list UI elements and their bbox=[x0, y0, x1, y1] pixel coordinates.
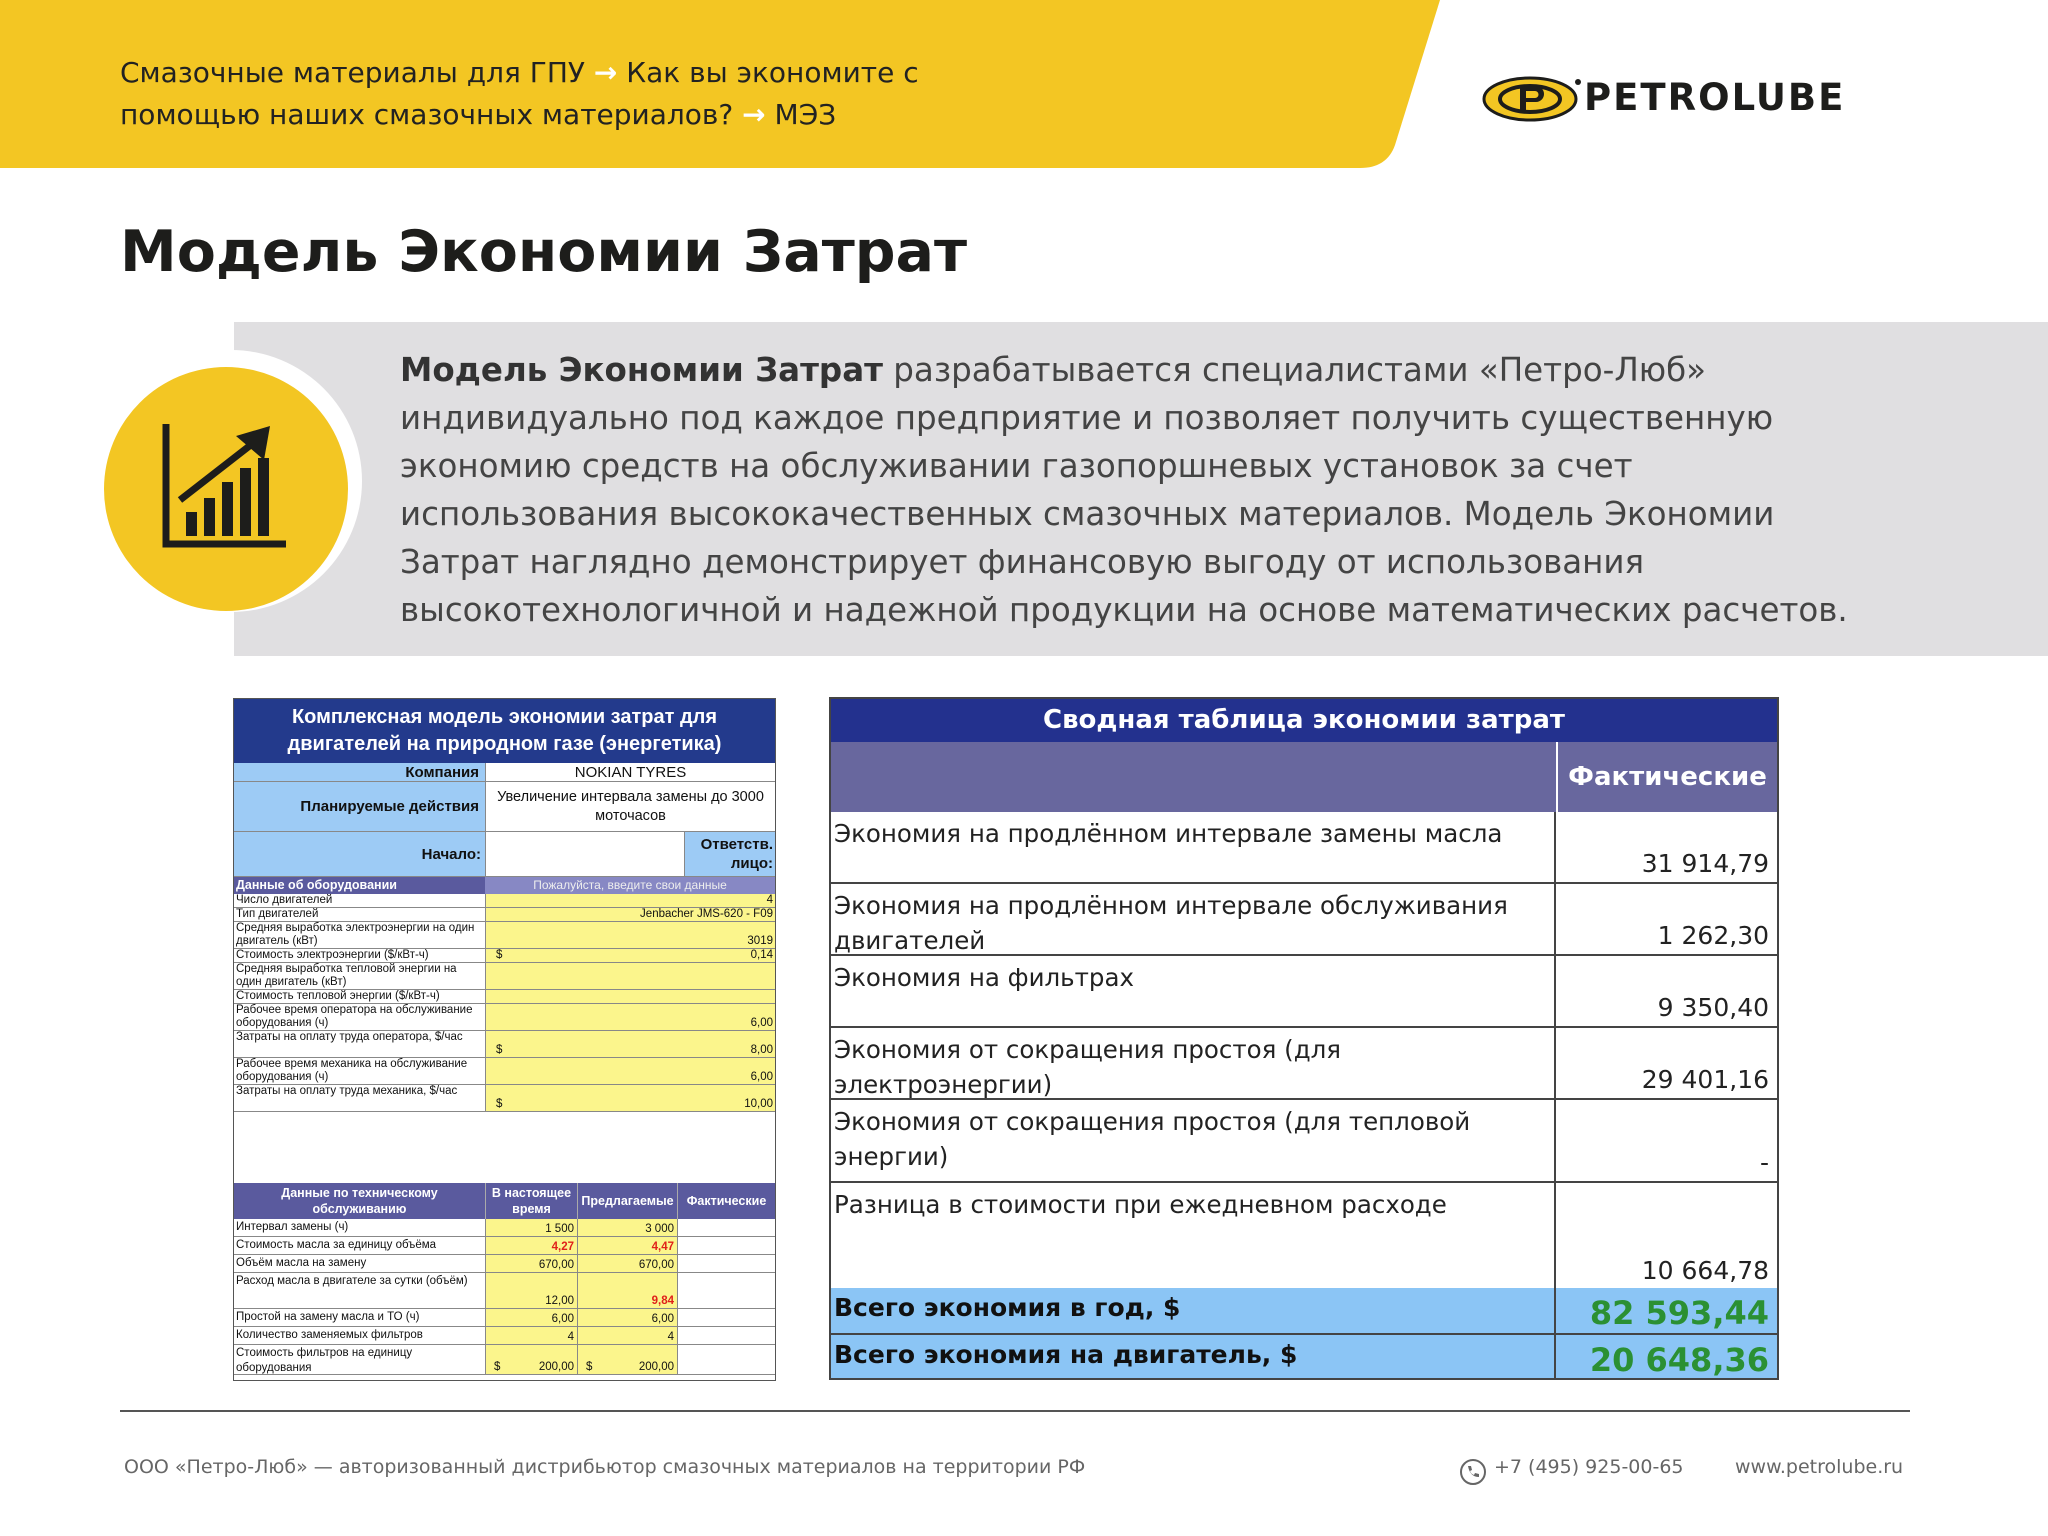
maintenance-row-label: Стоимость фильтров на единицу оборудования bbox=[234, 1345, 485, 1375]
equipment-row-value: 8,00 bbox=[750, 1044, 773, 1056]
maintenance-current-input[interactable] bbox=[485, 1327, 577, 1345]
breadcrumb-item-savings[interactable]: Как вы экономите с помощью наших смазочных материалов? bbox=[120, 56, 919, 131]
total-year-row bbox=[831, 1288, 1777, 1335]
equipment-row-input[interactable] bbox=[485, 908, 775, 922]
page-title: Модель Экономии Затрат bbox=[120, 219, 968, 285]
maintenance-actual-input[interactable] bbox=[677, 1345, 775, 1375]
summary-row bbox=[831, 1100, 1777, 1183]
summary-row bbox=[831, 956, 1777, 1028]
equipment-header: Данные об оборудовании bbox=[234, 877, 485, 894]
cost-savings-input-sheet bbox=[233, 698, 776, 1381]
equipment-row-label: Стоимость электроэнергии ($/кВт-ч) bbox=[234, 949, 485, 963]
maintenance-value: 670,00 bbox=[538, 1259, 574, 1271]
savings-summary-table bbox=[829, 697, 1779, 1380]
summary-row-value: - bbox=[1759, 1148, 1769, 1177]
equipment-row-input[interactable] bbox=[485, 990, 775, 1004]
currency-symbol: $ bbox=[496, 949, 503, 961]
start-label: Начало: bbox=[234, 832, 485, 877]
maintenance-value: 200,00 bbox=[638, 1361, 674, 1373]
maintenance-value: 4,27 bbox=[551, 1241, 574, 1253]
maintenance-row-label: Объём масла на замену bbox=[234, 1255, 485, 1273]
sheet-title: Комплексная модель экономии затрат для двигателей на природном газе (энергетика) bbox=[234, 699, 775, 763]
maintenance-actual-input[interactable] bbox=[677, 1255, 775, 1273]
maintenance-current-input[interactable] bbox=[485, 1219, 577, 1237]
col-proposed: Предлагаемые bbox=[577, 1183, 677, 1219]
maintenance-proposed-input[interactable] bbox=[577, 1327, 677, 1345]
equipment-row-value: 4 bbox=[766, 894, 773, 906]
maintenance-value: 9,84 bbox=[651, 1295, 674, 1307]
maintenance-actual-input[interactable] bbox=[677, 1219, 775, 1237]
phone-icon bbox=[1459, 1458, 1487, 1486]
total-year-value: 82 593,44 bbox=[1589, 1294, 1769, 1332]
summary-row-label: Экономия на продлённом интервале замены масла bbox=[831, 812, 1556, 882]
maintenance-row-label: Простой на замену масла и ТО (ч) bbox=[234, 1309, 485, 1327]
maintenance-proposed-input[interactable] bbox=[577, 1255, 677, 1273]
equipment-row-value: 3019 bbox=[747, 935, 773, 947]
equipment-hint: Пожалуйста, введите свои данные bbox=[485, 877, 775, 894]
company-input[interactable]: NOKIAN TYRES bbox=[485, 763, 775, 782]
maintenance-actual-input[interactable] bbox=[677, 1327, 775, 1345]
currency-symbol: $ bbox=[494, 1361, 501, 1373]
maintenance-current-input[interactable] bbox=[485, 1309, 577, 1327]
equipment-row-input[interactable] bbox=[485, 922, 775, 949]
footer-company: ООО «Петро-Люб» — авторизованный дистрибьютор смазочных материалов на территории РФ bbox=[124, 1456, 1086, 1478]
company-label: Компания bbox=[234, 763, 485, 782]
equipment-row-label: Средняя выработка электроэнергии на один двигатель (кВт) bbox=[234, 922, 485, 949]
summary-row-value: 1 262,30 bbox=[1657, 921, 1769, 950]
equipment-row-value: 0,14 bbox=[750, 949, 773, 961]
equipment-row-input[interactable] bbox=[485, 949, 775, 963]
summary-title: Сводная таблица экономии затрат bbox=[831, 699, 1777, 742]
maintenance-proposed-input[interactable] bbox=[577, 1219, 677, 1237]
equipment-row-input[interactable] bbox=[485, 1058, 775, 1085]
maintenance-value: 3 000 bbox=[645, 1223, 674, 1235]
currency-symbol: $ bbox=[586, 1361, 593, 1373]
equipment-row-label: Тип двигателей bbox=[234, 908, 485, 922]
maintenance-actual-input[interactable] bbox=[677, 1309, 775, 1327]
maintenance-value: 200,00 bbox=[538, 1361, 574, 1373]
maintenance-proposed-input[interactable] bbox=[577, 1345, 677, 1375]
summary-row bbox=[831, 812, 1777, 884]
maintenance-current-input[interactable] bbox=[485, 1273, 577, 1309]
summary-row-value: 9 350,40 bbox=[1657, 993, 1769, 1022]
summary-col-actual: Фактические bbox=[1556, 742, 1777, 812]
start-input[interactable] bbox=[485, 832, 685, 877]
breadcrumb bbox=[120, 52, 940, 136]
responsible-label: Ответств. лицо: bbox=[685, 832, 775, 877]
maintenance-value: 670,00 bbox=[638, 1259, 674, 1271]
footer-website-link[interactable]: www.petrolube.ru bbox=[1735, 1456, 1904, 1478]
summary-row-label: Экономия на продлённом интервале обслуживания двигателей bbox=[831, 884, 1556, 954]
summary-row-label: Разница в стоимости при ежедневном расходе bbox=[831, 1183, 1556, 1289]
equipment-row-label: Число двигателей bbox=[234, 894, 485, 908]
summary-row-value: 10 664,78 bbox=[1641, 1256, 1769, 1285]
summary-row-value: 31 914,79 bbox=[1641, 849, 1769, 878]
maintenance-value: 1 500 bbox=[545, 1223, 574, 1235]
maintenance-proposed-input[interactable] bbox=[577, 1237, 677, 1255]
maintenance-current-input[interactable] bbox=[485, 1237, 577, 1255]
footer-phone[interactable]: +7 (495) 925-00-65 bbox=[1494, 1456, 1684, 1478]
breadcrumb-item-current: МЭЗ bbox=[774, 98, 837, 131]
equipment-row-label: Затраты на оплату труда механика, $/час bbox=[234, 1085, 485, 1112]
maintenance-value: 4 bbox=[567, 1331, 574, 1343]
equipment-row-value: 6,00 bbox=[750, 1017, 773, 1029]
maintenance-current-input[interactable] bbox=[485, 1255, 577, 1273]
maintenance-value: 4,47 bbox=[651, 1241, 674, 1253]
col-actual: Фактические bbox=[677, 1183, 775, 1219]
currency-symbol: $ bbox=[496, 1044, 503, 1056]
growth-chart-icon bbox=[160, 420, 290, 550]
equipment-row-label: Рабочее время оператора на обслуживание оборудования (ч) bbox=[234, 1004, 485, 1031]
maintenance-value: 6,00 bbox=[551, 1313, 574, 1325]
total-engine-value: 20 648,36 bbox=[1589, 1341, 1769, 1379]
intro-text: Модель Экономии Затрат разрабатывается специалистами «Петро-Люб» индивидуально под каждое предприятие и позволяет получить существенную экономию средств на обслуживании газопоршневых установок за счет использования высококачественных смазочных материалов. Модель Экономии Затрат наглядно демонстрирует финансовую выгоду от использования высокотехнологичной и надежной продукции на основе математических расчетов. bbox=[400, 351, 1848, 629]
maintenance-row-label: Стоимость масла за единицу объёма bbox=[234, 1237, 485, 1255]
equipment-row-input[interactable] bbox=[485, 963, 775, 990]
equipment-row-input[interactable] bbox=[485, 1085, 775, 1112]
summary-row-label: Экономия от сокращения простоя (для электроэнергии) bbox=[831, 1028, 1556, 1098]
equipment-row-label: Затраты на оплату труда оператора, $/час bbox=[234, 1031, 485, 1058]
equipment-row-value: 10,00 bbox=[744, 1098, 773, 1110]
maintenance-actual-input[interactable] bbox=[677, 1273, 775, 1309]
maintenance-actual-input[interactable] bbox=[677, 1237, 775, 1255]
maintenance-proposed-input[interactable] bbox=[577, 1309, 677, 1327]
breadcrumb-arrow-icon: → bbox=[742, 98, 766, 131]
col-current: В настоящее время bbox=[485, 1183, 577, 1219]
planned-actions-label: Планируемые действия bbox=[234, 782, 485, 832]
equipment-row-label: Средняя выработка тепловой энергии на один двигатель (кВт) bbox=[234, 963, 485, 990]
maintenance-row-label: Интервал замены (ч) bbox=[234, 1219, 485, 1237]
summary-row-value: 29 401,16 bbox=[1641, 1065, 1769, 1094]
equipment-row-value: Jenbacher JMS-620 - F09 bbox=[640, 908, 773, 920]
maintenance-row-label: Расход масла в двигателе за сутки (объём) bbox=[234, 1273, 485, 1309]
currency-symbol: $ bbox=[496, 1098, 503, 1110]
equipment-row-value: 6,00 bbox=[750, 1071, 773, 1083]
footer-divider bbox=[120, 1410, 1910, 1412]
summary-row bbox=[831, 1028, 1777, 1100]
total-year-label: Всего экономия в год, $ bbox=[831, 1288, 1556, 1333]
summary-row-label: Экономия от сокращения простоя (для тепловой энергии) bbox=[831, 1100, 1556, 1181]
summary-row-label: Экономия на фильтрах bbox=[831, 956, 1556, 1026]
maintenance-proposed-input[interactable] bbox=[577, 1273, 677, 1309]
total-engine-label: Всего экономия на двигатель, $ bbox=[831, 1335, 1556, 1380]
breadcrumb-item-lubricants[interactable]: Смазочные материалы для ГПУ bbox=[120, 56, 585, 89]
maintenance-row-label: Количество заменяемых фильтров bbox=[234, 1327, 485, 1345]
maintenance-value: 6,00 bbox=[651, 1313, 674, 1325]
maintenance-value: 4 bbox=[667, 1331, 674, 1343]
equipment-row-label: Стоимость тепловой энергии ($/кВт-ч) bbox=[234, 990, 485, 1004]
equipment-row-input[interactable] bbox=[485, 894, 775, 908]
logo-text: PETROLUBE bbox=[1584, 76, 1846, 119]
maintenance-current-input[interactable] bbox=[485, 1345, 577, 1375]
maintenance-value: 12,00 bbox=[545, 1295, 574, 1307]
equipment-row-input[interactable] bbox=[485, 1031, 775, 1058]
total-engine-row bbox=[831, 1335, 1777, 1380]
summary-row bbox=[831, 1183, 1777, 1291]
breadcrumb-arrow-icon: → bbox=[593, 56, 618, 89]
equipment-row-label: Рабочее время механика на обслуживание оборудования (ч) bbox=[234, 1058, 485, 1085]
planned-actions-input[interactable]: Увеличение интервала замены до 3000 моточасов bbox=[485, 782, 775, 832]
maintenance-header: Данные по техническому обслуживанию bbox=[234, 1183, 485, 1219]
summary-row bbox=[831, 884, 1777, 956]
equipment-row-input[interactable] bbox=[485, 1004, 775, 1031]
